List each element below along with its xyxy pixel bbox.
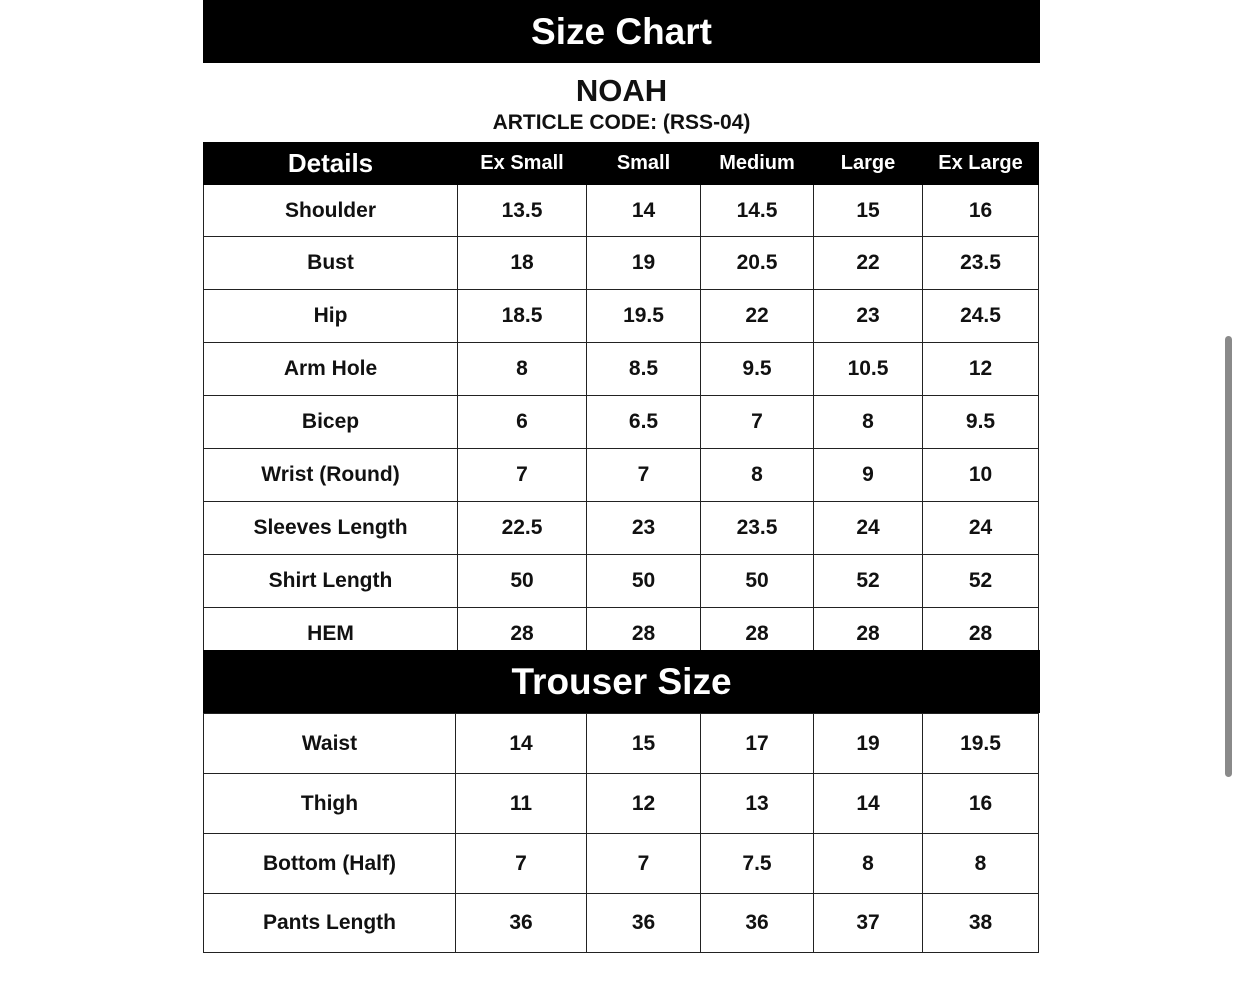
- size-value-cell: 12: [587, 774, 701, 834]
- size-value-cell: 22: [814, 237, 923, 290]
- size-value-cell: 24: [923, 502, 1039, 555]
- shirt-size-table: [203, 142, 1039, 661]
- article-code: ARTICLE CODE: (RSS-04): [492, 111, 751, 134]
- size-value-cell: 52: [923, 555, 1039, 608]
- size-value-cell: 19: [587, 237, 701, 290]
- size-value-cell: 28: [587, 608, 701, 661]
- row-label: Pants Length: [204, 894, 456, 953]
- size-value-cell: 23: [587, 502, 701, 555]
- table-row: [204, 185, 1039, 237]
- size-value-cell: 19: [814, 714, 923, 774]
- size-value-cell: 6: [458, 396, 587, 449]
- size-value-cell: 14: [814, 774, 923, 834]
- size-value-cell: 12: [923, 343, 1039, 396]
- size-value-cell: 8: [458, 343, 587, 396]
- table-row: [204, 290, 1039, 343]
- header-ex-small: Ex Small: [458, 143, 587, 185]
- header-medium: Medium: [701, 143, 814, 185]
- header-large: Large: [814, 143, 923, 185]
- size-value-cell: 37: [814, 894, 923, 953]
- table-row: [204, 894, 1039, 953]
- row-label: Thigh: [204, 774, 456, 834]
- size-value-cell: 52: [814, 555, 923, 608]
- size-value-cell: 17: [701, 714, 814, 774]
- product-name: NOAH: [575, 73, 668, 108]
- size-value-cell: 18.5: [458, 290, 587, 343]
- size-value-cell: 7: [587, 449, 701, 502]
- size-value-cell: 36: [701, 894, 814, 953]
- size-value-cell: 8: [923, 834, 1039, 894]
- table-row: [204, 343, 1039, 396]
- table-row: [204, 714, 1039, 774]
- row-label: Arm Hole: [204, 343, 458, 396]
- size-value-cell: 28: [814, 608, 923, 661]
- size-value-cell: 36: [587, 894, 701, 953]
- size-value-cell: 20.5: [701, 237, 814, 290]
- header-details: Details: [204, 143, 458, 185]
- size-value-cell: 14: [587, 185, 701, 237]
- vertical-scrollbar[interactable]: [1225, 336, 1232, 777]
- size-value-cell: 36: [456, 894, 587, 953]
- row-label: Waist: [204, 714, 456, 774]
- size-value-cell: 8.5: [587, 343, 701, 396]
- size-value-cell: 7: [458, 449, 587, 502]
- row-label: Shoulder: [204, 185, 458, 237]
- size-value-cell: 23.5: [701, 502, 814, 555]
- size-value-cell: 13.5: [458, 185, 587, 237]
- size-value-cell: 50: [587, 555, 701, 608]
- size-chart-title: Size Chart: [203, 0, 1040, 63]
- size-value-cell: 28: [923, 608, 1039, 661]
- size-value-cell: 50: [458, 555, 587, 608]
- size-value-cell: 22.5: [458, 502, 587, 555]
- size-value-cell: 9.5: [923, 396, 1039, 449]
- size-value-cell: 14.5: [701, 185, 814, 237]
- row-label: HEM: [204, 608, 458, 661]
- size-value-cell: 9.5: [701, 343, 814, 396]
- size-value-cell: 24: [814, 502, 923, 555]
- size-value-cell: 6.5: [587, 396, 701, 449]
- trouser-size-title: Trouser Size: [203, 650, 1040, 713]
- table-row: [204, 449, 1039, 502]
- row-label: Wrist (Round): [204, 449, 458, 502]
- size-value-cell: 23: [814, 290, 923, 343]
- row-label: Bust: [204, 237, 458, 290]
- size-value-cell: 7: [701, 396, 814, 449]
- table-row: [204, 555, 1039, 608]
- size-value-cell: 10.5: [814, 343, 923, 396]
- size-value-cell: 15: [587, 714, 701, 774]
- size-value-cell: 10: [923, 449, 1039, 502]
- header-small: Small: [587, 143, 701, 185]
- size-value-cell: 16: [923, 774, 1039, 834]
- size-value-cell: 11: [456, 774, 587, 834]
- row-label: Bicep: [204, 396, 458, 449]
- size-value-cell: 7: [456, 834, 587, 894]
- size-value-cell: 8: [814, 834, 923, 894]
- trouser-size-table: [203, 713, 1039, 953]
- size-value-cell: 23.5: [923, 237, 1039, 290]
- size-value-cell: 28: [458, 608, 587, 661]
- row-label: Sleeves Length: [204, 502, 458, 555]
- row-label: Bottom (Half): [204, 834, 456, 894]
- size-value-cell: 28: [701, 608, 814, 661]
- size-value-cell: 8: [814, 396, 923, 449]
- size-value-cell: 38: [923, 894, 1039, 953]
- table-row: [204, 237, 1039, 290]
- size-value-cell: 24.5: [923, 290, 1039, 343]
- table-row: [204, 834, 1039, 894]
- row-label: Shirt Length: [204, 555, 458, 608]
- size-value-cell: 18: [458, 237, 587, 290]
- size-value-cell: 8: [701, 449, 814, 502]
- size-value-cell: 9: [814, 449, 923, 502]
- row-label: Hip: [204, 290, 458, 343]
- size-value-cell: 19.5: [923, 714, 1039, 774]
- size-value-cell: 15: [814, 185, 923, 237]
- size-value-cell: 13: [701, 774, 814, 834]
- header-ex-large: Ex Large: [923, 143, 1039, 185]
- size-value-cell: 19.5: [587, 290, 701, 343]
- size-value-cell: 7.5: [701, 834, 814, 894]
- table-row: [204, 502, 1039, 555]
- table-row: [204, 396, 1039, 449]
- size-value-cell: 14: [456, 714, 587, 774]
- table-row: [204, 774, 1039, 834]
- size-value-cell: 16: [923, 185, 1039, 237]
- size-value-cell: 22: [701, 290, 814, 343]
- size-value-cell: 50: [701, 555, 814, 608]
- size-value-cell: 7: [587, 834, 701, 894]
- table-header-row: [204, 143, 1039, 185]
